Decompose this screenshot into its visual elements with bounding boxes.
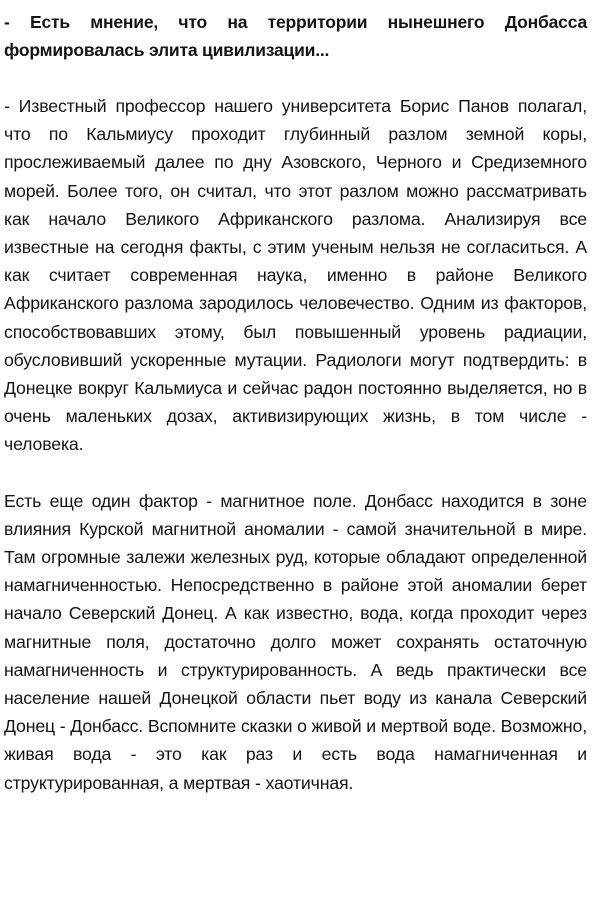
article-page [4, 8, 587, 797]
answer-paragraph-1: - Известный профессор нашего университета Борис Панов полагал, что по Кальмиусу проходит глубинный разлом земной коры, прослеживаемый далее по дну Азовского, Черного и Средиземного морей. Более того, он считал, что этот разлом можно рассматривать как начало Великого Африканского разлома. Анализируя все известные на сегодня факты, с этим ученым нельзя не согласиться. А как считает современная наука, именно в районе Великого Африканского разлома зародилось человечество. Одним из факторов, способствовавших этому, был повышенный уровень радиации, обусловивший ускоренные мутации. Радиологи могут подтвердить: в Донецке вокруг Кальмиуса и сейчас радон постоянно выделяется, но в очень маленьких дозах, активизирующих жизнь, в том числе - человека. [4, 96, 587, 455]
answer-paragraph-2: Есть еще один фактор - магнитное поле. Донбасс находится в зоне влияния Курской магнитной аномалии - самой значительной в мире. Там огромные залежи железных руд, которые обладают определенной намагниченностью. Непосредственно в районе этой аномалии берет начало Северский Донец. А как известно, вода, когда проходит через магнитные поля, достаточно долго может сохранять остаточную намагниченность и структурированность. А ведь практически все население нашей Донецкой области пьет воду из канала Северский Донец - Донбасс. Вспомните сказки о живой и мертвой воде. Возможно, живая вода - это как раз и есть вода намагниченная и структурированная, а мертвая - хаотичная. [4, 490, 587, 793]
interview-question: - Есть мнение, что на территории нынешнего Донбасса формировалась элита цивилизации... [4, 12, 587, 60]
